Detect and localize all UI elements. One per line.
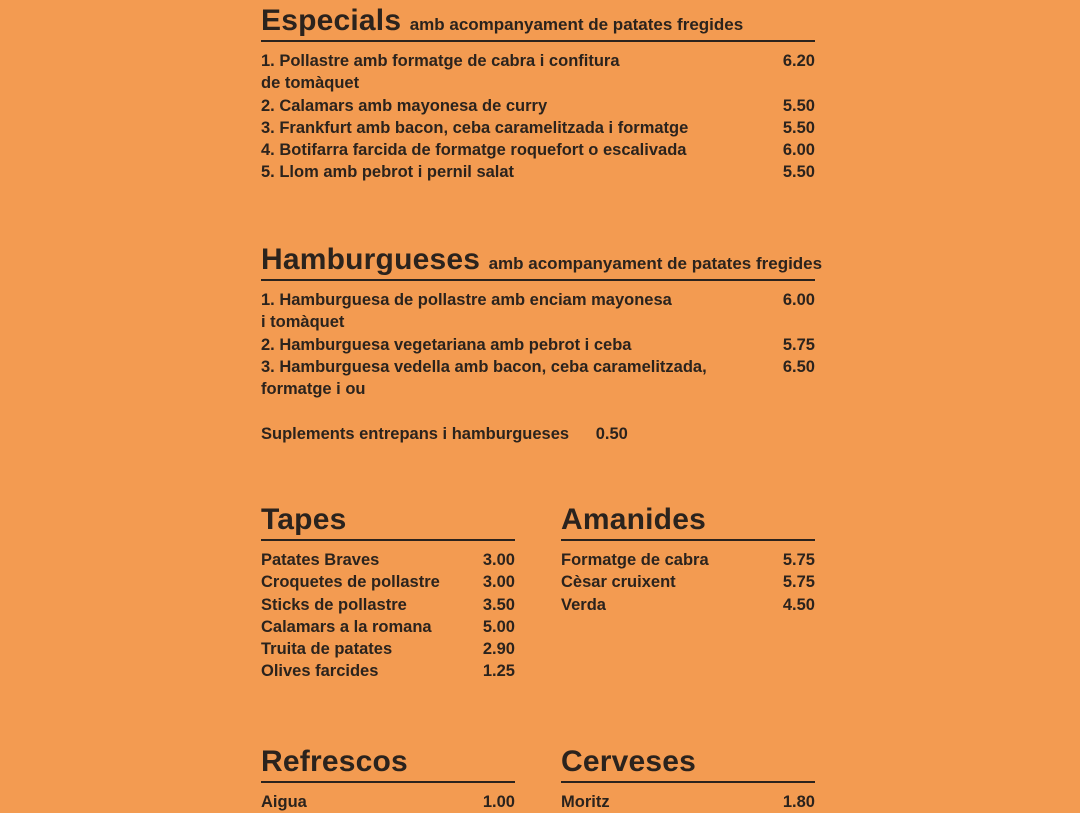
tapes-list bbox=[261, 549, 515, 683]
item-name: 3. Hamburguesa vedella amb bacon, ceba caramelitzada, formatge i ou bbox=[261, 357, 707, 399]
especials-subtitle: amb acompanyament de patates fregides bbox=[409, 15, 744, 34]
menu-item bbox=[261, 638, 515, 660]
item-name: Truita de patates bbox=[261, 640, 393, 659]
item-price: 6.50 bbox=[782, 357, 815, 376]
item-name: Patates Braves bbox=[261, 551, 380, 569]
especials-header bbox=[261, 4, 815, 42]
menu-item bbox=[261, 50, 815, 95]
supplement-label: Suplements entrepans i hamburgueses bbox=[261, 425, 570, 443]
menu-item bbox=[561, 594, 815, 616]
menu-item bbox=[261, 616, 515, 638]
item-name: 1. Pollastre amb formatge de cabra i confitura de tomàquet bbox=[261, 52, 620, 93]
menu-item bbox=[261, 594, 515, 616]
tapes-title: Tapes bbox=[261, 503, 347, 536]
menu-item bbox=[561, 791, 815, 813]
menu-item bbox=[261, 117, 815, 139]
hamburgueses-list bbox=[261, 289, 815, 400]
menu-item bbox=[261, 95, 815, 117]
menu-item bbox=[261, 549, 515, 571]
item-price: 3.00 bbox=[482, 573, 515, 592]
refrescos-header bbox=[261, 745, 515, 783]
menu-item bbox=[561, 549, 815, 571]
item-name: 2. Calamars amb mayonesa de curry bbox=[261, 96, 548, 115]
menu-item bbox=[261, 660, 515, 682]
tapes-section bbox=[261, 503, 515, 683]
menu-item bbox=[261, 356, 815, 401]
item-name: Cèsar cruixent bbox=[561, 573, 676, 592]
especials-section bbox=[261, 4, 815, 184]
hamburgueses-section bbox=[261, 243, 823, 400]
menu-item bbox=[261, 571, 515, 593]
item-price: 2.90 bbox=[482, 640, 515, 659]
item-price: 3.00 bbox=[482, 551, 515, 569]
cerveses-list bbox=[561, 791, 815, 813]
item-price: 6.20 bbox=[782, 52, 815, 70]
item-price: 5.75 bbox=[782, 335, 815, 354]
supplement-line bbox=[261, 425, 628, 444]
refrescos-section bbox=[261, 745, 515, 813]
menu-item bbox=[261, 289, 815, 334]
item-name: 4. Botifarra farcida de formatge roquefort o escalivada bbox=[261, 141, 687, 160]
item-price: 1.80 bbox=[782, 793, 815, 811]
menu-item bbox=[261, 334, 815, 356]
amanides-section bbox=[561, 503, 815, 616]
menu-item bbox=[261, 791, 515, 813]
item-name: 5. Llom amb pebrot i pernil salat bbox=[261, 163, 515, 182]
item-name: Calamars a la romana bbox=[261, 617, 432, 636]
item-price: 6.00 bbox=[782, 141, 815, 160]
amanides-title: Amanides bbox=[561, 503, 706, 536]
item-price: 5.75 bbox=[782, 573, 815, 592]
item-name: 2. Hamburguesa vegetariana amb pebrot i ceba bbox=[261, 335, 632, 354]
menu-item bbox=[261, 161, 815, 183]
item-name: 1. Hamburguesa de pollastre amb enciam mayonesa i tomàquet bbox=[261, 291, 672, 332]
menu-item bbox=[561, 571, 815, 593]
item-price: 1.00 bbox=[482, 793, 515, 811]
cerveses-header bbox=[561, 745, 815, 783]
item-price: 6.00 bbox=[782, 291, 815, 309]
item-name: 3. Frankfurt amb bacon, ceba caramelitzada i formatge bbox=[261, 118, 689, 137]
item-price: 5.00 bbox=[482, 617, 515, 636]
item-price: 5.50 bbox=[782, 118, 815, 137]
hamburgueses-subtitle: amb acompanyament de patates fregides bbox=[488, 254, 823, 273]
cerveses-title: Cerveses bbox=[561, 745, 697, 778]
tapes-header bbox=[261, 503, 515, 541]
cerveses-section bbox=[561, 745, 815, 813]
item-name: Verda bbox=[561, 595, 606, 614]
item-price: 4.50 bbox=[782, 595, 815, 614]
amanides-header bbox=[561, 503, 815, 541]
item-price: 5.50 bbox=[782, 163, 815, 182]
item-name: Moritz bbox=[561, 793, 610, 811]
item-name: Sticks de pollastre bbox=[261, 595, 407, 614]
item-price: 5.75 bbox=[782, 551, 815, 569]
refrescos-list bbox=[261, 791, 515, 813]
supplement-price: 0.50 bbox=[595, 425, 628, 443]
item-name: Croquetes de pollastre bbox=[261, 573, 440, 592]
item-name: Formatge de cabra bbox=[561, 551, 709, 569]
item-name: Olives farcides bbox=[261, 662, 379, 681]
refrescos-title: Refrescos bbox=[261, 745, 408, 778]
hamburgueses-title: Hamburgueses bbox=[261, 243, 481, 276]
especials-title: Especials bbox=[261, 4, 402, 37]
hamburgueses-header bbox=[261, 243, 823, 281]
item-price: 3.50 bbox=[482, 595, 515, 614]
especials-list bbox=[261, 50, 815, 184]
item-price: 5.50 bbox=[782, 96, 815, 115]
menu-item bbox=[261, 139, 815, 161]
amanides-list bbox=[561, 549, 815, 616]
item-name: Aigua bbox=[261, 793, 307, 811]
item-price: 1.25 bbox=[482, 662, 515, 681]
